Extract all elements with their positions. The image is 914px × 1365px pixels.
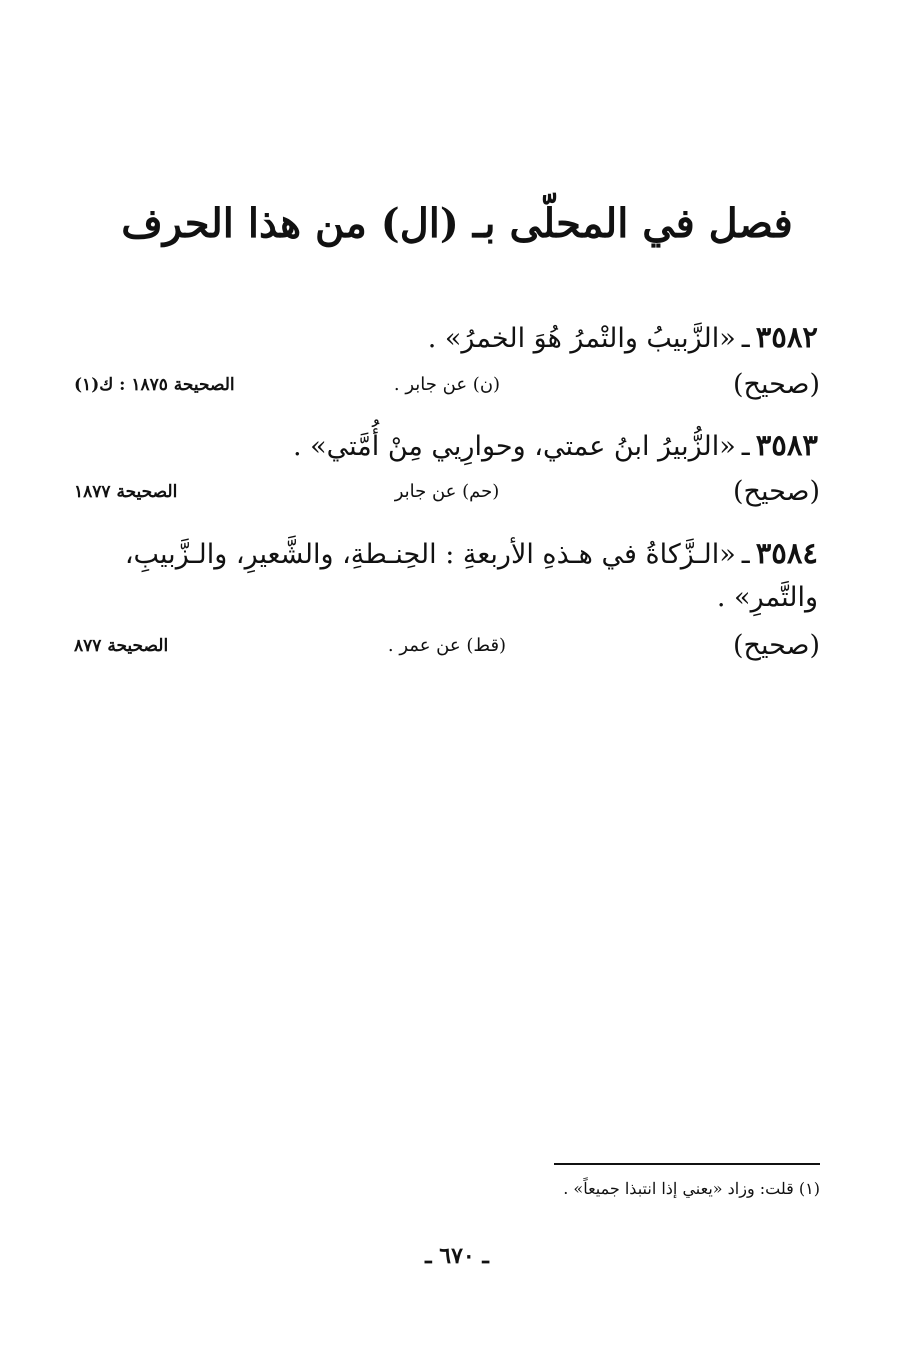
hadith-text: «الـزَّكاةُ في هـذهِ الأربعةِ : الحِنـطةِ، والشَّعيرِ، والـزَّبيبِ، والتَّمرِ» . xyxy=(124,539,818,614)
hadith-3584 xyxy=(74,530,818,620)
hadith-3584-meta xyxy=(74,626,820,666)
hadith-3582-meta xyxy=(74,365,820,405)
hadith-number: ٣٥٨٢ xyxy=(755,320,818,354)
grade-label: (صحيح) xyxy=(733,630,820,661)
reference-citation: الصحيحة ١٨٧٧ xyxy=(74,482,178,502)
hadith-number: ٣٥٨٣ xyxy=(755,428,818,462)
reference-citation: الصحيحة ١٨٧٥ : ك(١) xyxy=(74,375,235,395)
source-citation: (حم) عن جابر xyxy=(394,481,500,502)
grade-label: (صحيح) xyxy=(733,476,820,507)
hadith-3583 xyxy=(80,422,818,468)
hadith-dash: ـ xyxy=(741,431,750,462)
page-number: ـ ٦٧٠ ـ xyxy=(425,1243,489,1269)
hadith-number: ٣٥٨٤ xyxy=(755,536,818,570)
hadith-dash: ـ xyxy=(741,539,750,570)
hadith-text: «الزُّبيرُ ابنُ عمتي، وحوارِيي مِنْ أُمَّتي» . xyxy=(292,431,736,462)
footnote-divider xyxy=(554,1163,820,1165)
source-citation: (قط) عن عمر . xyxy=(387,635,507,656)
section-title: فصل في المحلّى بـ (ال) من هذا الحرف xyxy=(121,200,793,247)
reference-citation: الصحيحة ٨٧٧ xyxy=(74,636,169,656)
hadith-3583-meta xyxy=(74,472,820,512)
hadith-text: «الزَّبيبُ والتْمرُ هُوَ الخمرُ» . xyxy=(427,323,736,354)
hadith-dash: ـ xyxy=(741,323,750,354)
hadith-3582 xyxy=(80,314,818,360)
grade-label: (صحيح) xyxy=(733,369,820,400)
source-citation: (ن) عن جابر . xyxy=(393,374,501,395)
footnote-text: قلت: وزاد «يعني إذا انتبذا جميعاً» . xyxy=(563,1179,794,1198)
footnote xyxy=(563,1178,820,1200)
footnote-marker: (١) xyxy=(798,1179,820,1198)
